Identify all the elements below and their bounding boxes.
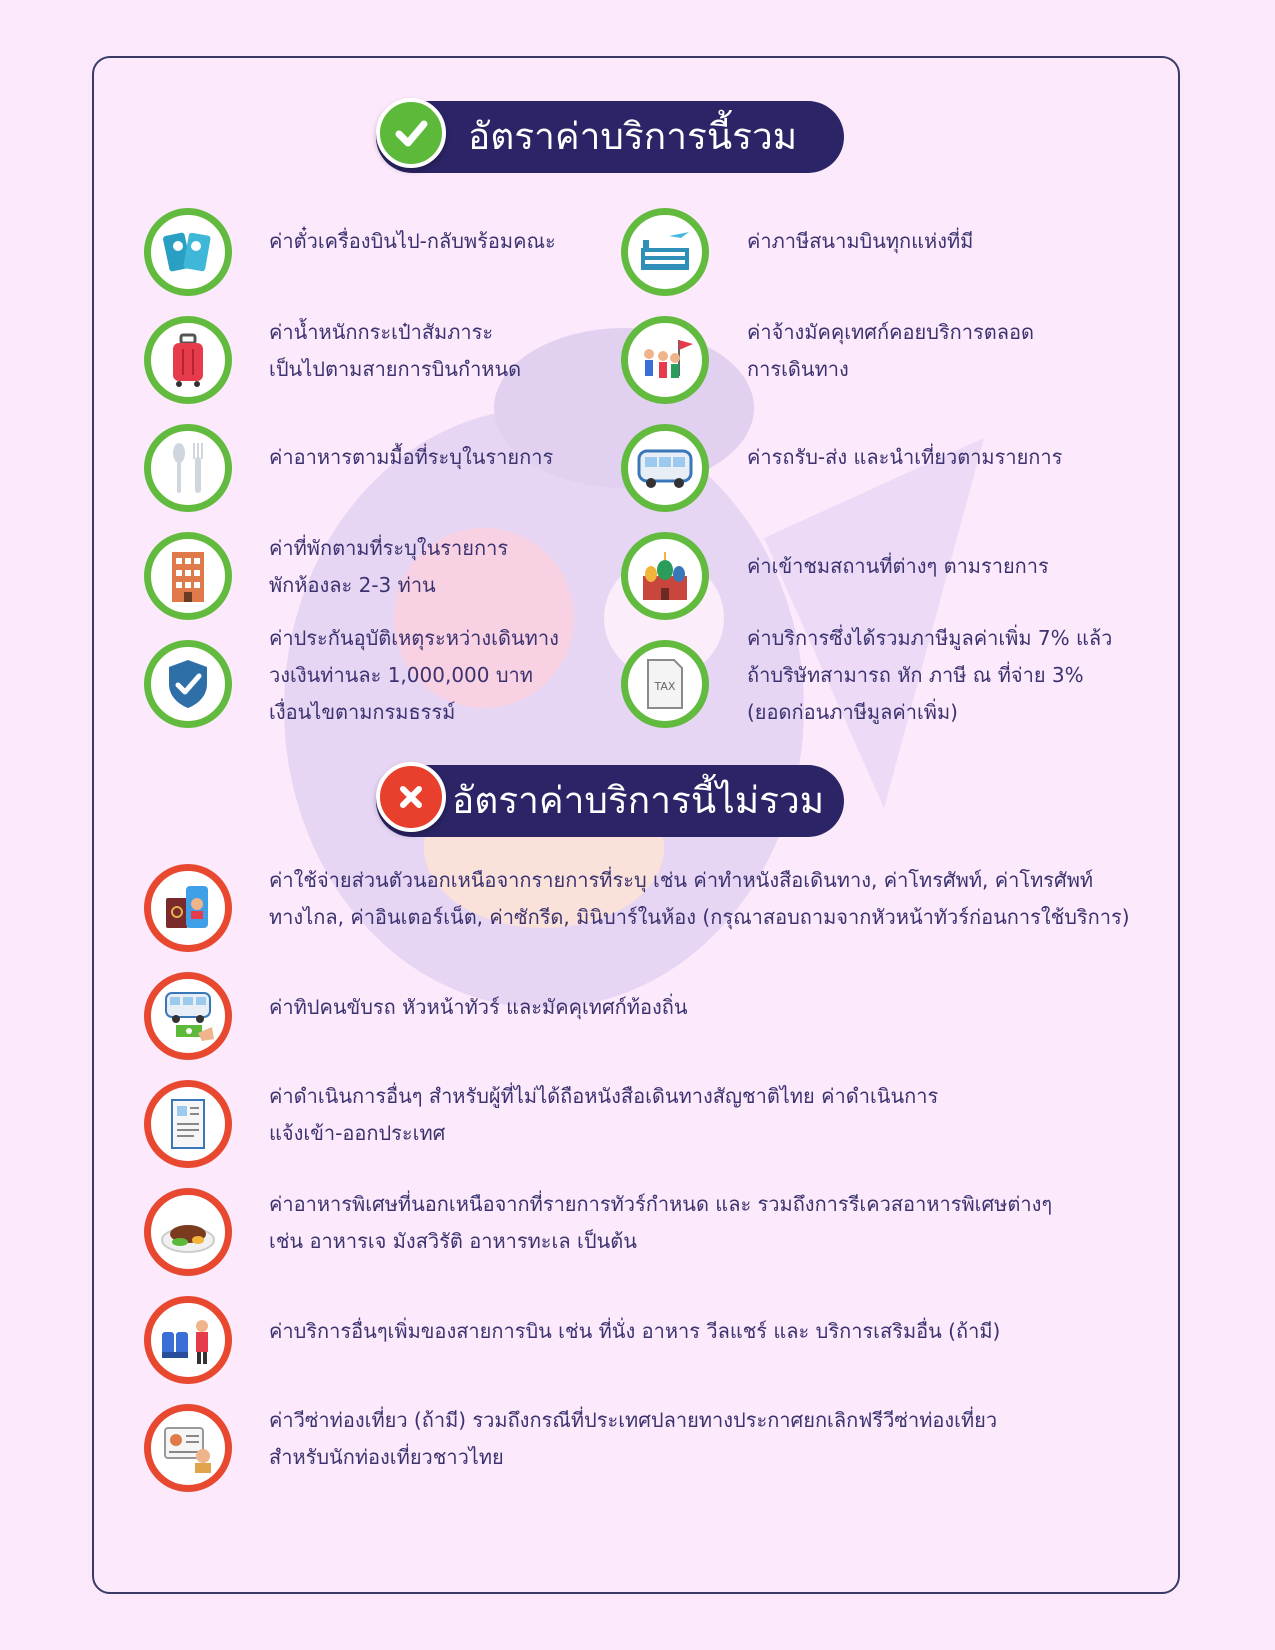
included-text-10: ค่าบริการซึ่งได้รวมภาษีมูลค่าเพิ่ม 7% แล้ว ถ้าบริษัทสามารถ หัก ภาษี ณ ที่จ่าย 3% (ยอดก่อนภาษีมูลค่าเพิ่ม): [747, 626, 1113, 724]
included-title: อัตราค่าบริการนี้รวม: [468, 115, 798, 158]
cross-icon: [376, 762, 446, 832]
landmark-icon: [621, 532, 709, 620]
included-text-2: ค่าภาษีสนามบินทุกแห่งที่มี: [747, 229, 974, 253]
airport-icon: [621, 208, 709, 296]
guide-icon: [621, 316, 709, 404]
excluded-text-6: ค่าวีซ่าท่องเที่ยว (ถ้ามี) รวมถึงกรณีที่ประเทศปลายทางประกาศยกเลิกฟรีวีซ่าท่องเที่ยว สำหรับนักท่องเที่ยวชาวไทย: [269, 1408, 998, 1469]
check-icon: [376, 98, 446, 168]
included-text-3: ค่าน้ำหนักกระเป๋าสัมภาระ เป็นไปตามสายการบินกำหนด: [269, 320, 522, 381]
special-food-icon: [144, 1188, 232, 1276]
included-text-8: ค่าเข้าชมสถานที่ต่างๆ ตามรายการ: [747, 554, 1049, 578]
tax-label: TAX: [654, 680, 676, 693]
passport-phone-icon: [144, 864, 232, 952]
visa-icon: [144, 1404, 232, 1492]
excluded-text-4: ค่าอาหารพิเศษที่นอกเหนือจากที่รายการทัวร์กำหนด และ รวมถึงการรีเควสอาหารพิเศษต่างๆ เช่น อาหารเจ มังสวิรัติ อาหารทะเล เป็นต้น: [269, 1192, 1053, 1253]
excluded-text-3: ค่าดำเนินการอื่นๆ สำหรับผู้ที่ไม่ได้ถือหนังสือเดินทางสัญชาติไทย ค่าดำเนินการ แจ้งเข้า-ออกประเทศ: [269, 1084, 939, 1145]
included-text-6: ค่ารถรับ-ส่ง และนำเที่ยวตามรายการ: [747, 445, 1063, 469]
included-text-5: ค่าอาหารตามมื้อที่ระบุในรายการ: [269, 445, 554, 469]
included-banner: [376, 101, 844, 173]
luggage-icon: [144, 316, 232, 404]
cutlery-icon: [144, 424, 232, 512]
service-rate-card: [92, 56, 1180, 1594]
excluded-text-5: ค่าบริการอื่นๆเพิ่มของสายการบิน เช่น ที่นั่ง อาหาร วีลแชร์ และ บริการเสริมอื่น (ถ้ามี): [269, 1319, 1001, 1343]
bus-icon: [621, 424, 709, 512]
included-text-9: ค่าประกันอุบัติเหตุระหว่างเดินทาง วงเงินท่านละ 1,000,000 บาท เงื่อนไขตามกรมธรรม์: [269, 626, 559, 724]
excluded-banner: [376, 765, 844, 837]
included-text-7: ค่าที่พักตามที่ระบุในรายการ พักห้องละ 2-3 ท่าน: [269, 536, 509, 597]
airline-seat-icon: [144, 1296, 232, 1384]
excluded-text-2: ค่าทิปคนขับรถ หัวหน้าทัวร์ และมัคคุเทศก์ท้องถิ่น: [269, 995, 688, 1019]
tax-document-icon: [621, 640, 709, 728]
ticket-icon: [144, 208, 232, 296]
excluded-text-1: ค่าใช้จ่ายส่วนตัวนอกเหนือจากรายการที่ระบุ เช่น ค่าทำหนังสือเดินทาง, ค่าโทรศัพท์, ค่าโทรศัพท์ ทางไกล, ค่าอินเตอร์เน็ต, ค่าซักรีด, มินิบาร์ในห้อง (กรุณาสอบถามจากหัวหน้าทัวร์ก่อนการใช้บริการ): [269, 868, 1130, 929]
shield-icon: [144, 640, 232, 728]
included-text-4: ค่าจ้างมัคคุเทศก์คอยบริการตลอด การเดินทาง: [747, 320, 1034, 381]
tip-icon: [144, 972, 232, 1060]
excluded-title: อัตราค่าบริการนี้ไม่รวม: [452, 779, 825, 822]
included-text-1: ค่าตั๋วเครื่องบินไป-กลับพร้อมคณะ: [269, 229, 556, 253]
document-icon: [144, 1080, 232, 1168]
hotel-icon: [144, 532, 232, 620]
